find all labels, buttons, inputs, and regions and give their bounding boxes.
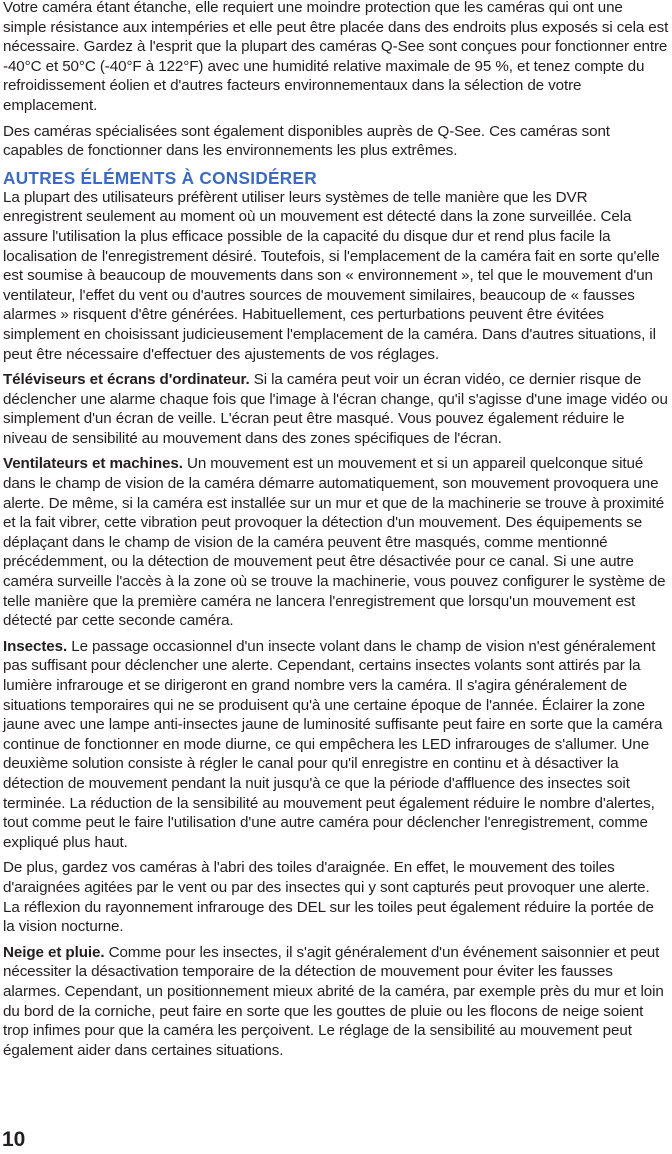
page-number: 10: [2, 1128, 26, 1151]
item-tv-screens: [3, 370, 669, 448]
item-snow-rain: [3, 943, 669, 1061]
item-fans-title: Ventilateurs et machines.: [3, 455, 183, 473]
item-snow-title: Neige et pluie.: [3, 943, 105, 961]
paragraph-specialized-cameras: Des caméras spécialisées sont également disponibles auprès de Q-See. Ces caméras sont capables de fonctionner dans les environnements les plus extrêmes.: [3, 122, 610, 160]
item-tv-body: Si la caméra peut voir un écran vidéo, ce dernier risque de déclencher une alarme chaque fois que l'image à l'écran change, qu'il s'agisse d'une image vidéo ou simplement d'un écran de veille. L'écran peut être masqué. Vous pouvez également réduire le niveau de sensibilité au mouvement dans des zones spécifiques de l'écran.: [3, 371, 668, 447]
paragraph-weatherproof: Votre caméra étant étanche, elle requiert une moindre protection que les caméras qui ont une simple résistance aux intempéries et elle peut être placée dans des endroits plus exposés si cela est nécessaire. Gardez à l'esprit que la plupart des caméras Q-See sont conçues pour fonctionner entre -40°C et 50°C (-40°F à 122°F) avec une humidité relative maximale de 95 %, et tenez compte du refroidissement éolien et d'autres facteurs environnementaux dans la sélection de votre emplacement.: [3, 0, 669, 114]
item-fans-body: Un mouvement est un mouvement et si un appareil quelconque situé dans le champ de vision de la caméra démarre automatiquement, son mouvement provoquera une alerte. De même, si la caméra est installée sur un mur et que de la machinerie se trouve à proximité et la fait vibrer, cette vibration peut provoquer la détection d'un mouvement. Des équipements se déplaçant dans le champ de vision de la caméra peuvent être masqués, comme mentionné précédemment, ou la détection de mouvement peut être désactivée pour ce canal. Si une autre caméra surveille l'accès à la zone où se trouve la machinerie, vous pouvez configurer le système de telle manière que la première caméra ne lancera l'enregistrement que lorsqu'un mouvement est détecté par cette seconde caméra.: [3, 455, 666, 630]
item-insects-body: Le passage occasionnel d'un insecte volant dans le champ de vision n'est généralement pas suffisant pour déclencher une alerte. Cependant, certains insectes volants sont attirés par la lumière infrarouge et se dirigeront en grand nombre vers la caméra. Il s'agira généralement de situations temporaires qui ne se produisent qu'à une certaine époque de l'année. Éclairer la zone jaune avec une lampe anti-insectes jaune de luminosité suffisante peut faire en sorte que la caméra continue de fonctionner en mode diurne, ce qui empêchera les LED infrarouges de s'allumer. Une deuxième solution consiste à régler le canal pour qu'il enregistre en continu et à désactiver la détection de mouvement pendant la nuit jusqu'à ce que la période d'affluence des insectes soit terminée. La réduction de la sensibilité au mouvement peut également réduire le nombre d'alertes, tout comme peut le faire l'utilisation d'une autre caméra pour déclencher l'enregistrement, comme expliqué plus haut.: [3, 637, 663, 851]
section-heading: AUTRES ÉLÉMENTS À CONSIDÉRER: [3, 167, 317, 188]
paragraph-spider-webs: De plus, gardez vos caméras à l'abri des toiles d'araignée. En effet, le mouvement des toiles d'araignées agitées par le vent ou par des insectes qui y sont capturés peut provoquer une alerte. La réflexion du rayonnement infrarouge des DEL sur les toiles peut également réduire la portée de la vision nocturne.: [3, 859, 654, 936]
document-page: [3, 0, 669, 1060]
item-tv-title: Téléviseurs et écrans d'ordinateur.: [3, 371, 250, 389]
paragraph-intro: La plupart des utilisateurs préfèrent utiliser leurs systèmes de telle manière que les DVR enregistrent seulement au moment où un mouvement est détecté dans la zone surveillée. Cela assure l'utilisation la plus efficace possible de la capacité du disque dur et rend plus facile la localisation de l'enregistrement désiré. Toutefois, si l'emplacement de la caméra fait en sorte qu'elle est soumise à beaucoup de mouvements dans son « environnement », tel que le mouvement d'un ventilateur, l'effet du vent ou d'autres sources de mouvement similaires, beaucoup de « fausses alarmes » risquent d'être générées. Habituellement, ces perturbations peuvent être évitées simplement en choisissant judicieusement l'emplacement de la caméra. Dans d'autres situations, il peut être nécessaire d'effectuer des ajustements de vos réglages.: [3, 188, 660, 363]
item-fans-machines: [3, 454, 669, 630]
item-insects: [3, 637, 669, 853]
item-snow-body: Comme pour les insectes, il s'agit généralement d'un événement saisonnier et peut nécessiter la désactivation temporaire de la détection de mouvement pour éviter les fausses alarmes. Cependant, un positionnement mieux abrité de la caméra, par exemple près du mur et loin du bord de la corniche, peut faire en sorte que les gouttes de pluie ou les flocons de neige soient trop infimes pour que la caméra les perçoivent. Le réglage de la sensibilité au mouvement peut également aider dans certaines situations.: [3, 943, 664, 1059]
item-insects-title: Insectes.: [3, 637, 68, 655]
